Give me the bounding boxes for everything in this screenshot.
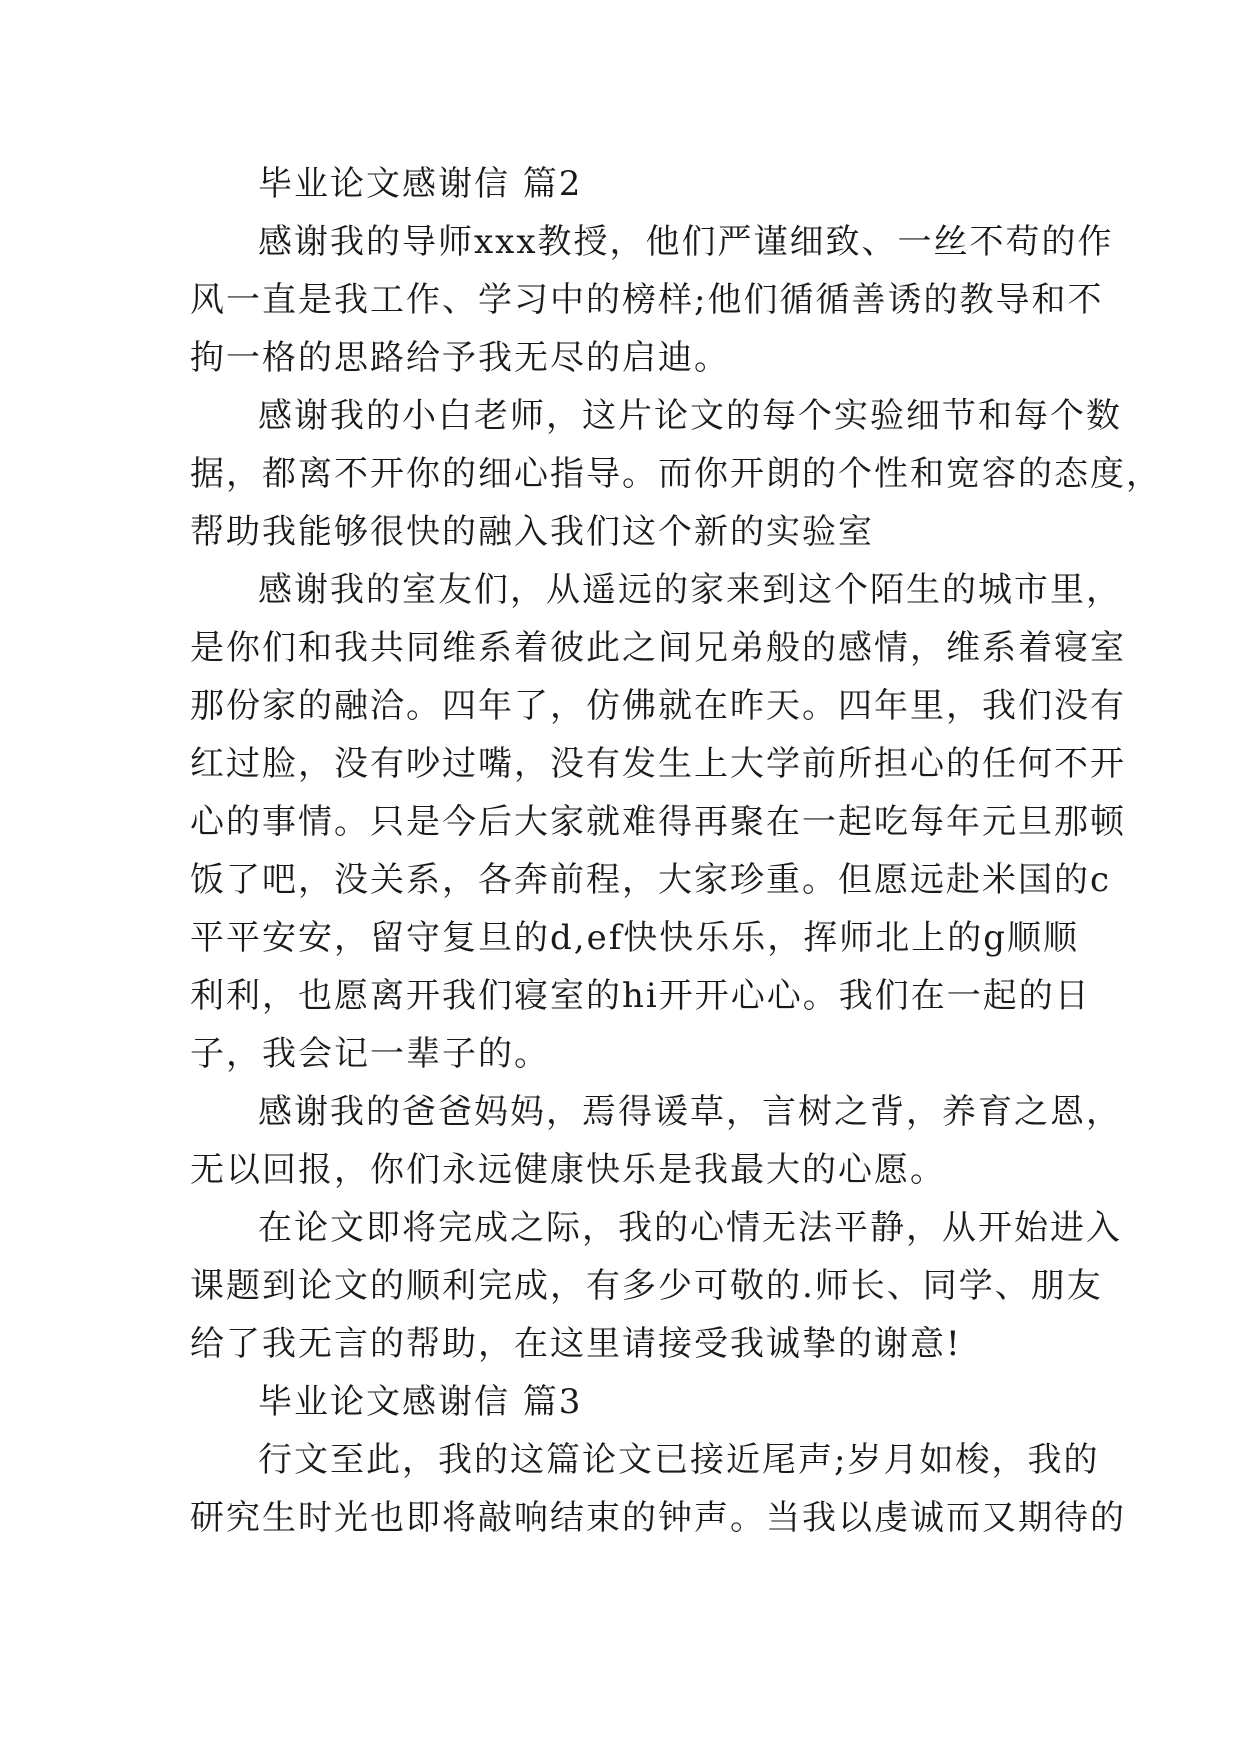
document-page: [190, 155, 1162, 1547]
paragraph-line: 心的事情。只是今后大家就难得再聚在一起吃每年元旦那顿: [190, 802, 1126, 842]
paragraph-line: 是你们和我共同维系着彼此之间兄弟般的感情，维系着寝室: [190, 628, 1126, 668]
paragraph-line: 据，都离不开你的细心指导。而你开朗的个性和宽容的态度，: [190, 454, 1162, 494]
paragraph-line: 感谢我的室友们，从遥远的家来到这个陌生的城市里，: [258, 570, 1122, 610]
paragraph-line: 子，我会记一辈子的。: [190, 1034, 550, 1074]
paragraph-line: 给了我无言的帮助，在这里请接受我诚挚的谢意!: [190, 1324, 962, 1364]
paragraph-line: 帮助我能够很快的融入我们这个新的实验室: [190, 512, 874, 552]
paragraph-line: 课题到论文的顺利完成，有多少可敬的.师长、同学、朋友: [190, 1266, 1103, 1306]
paragraph-line: 利利，也愿离开我们寝室的hi开开心心。我们在一起的日: [190, 976, 1091, 1016]
paragraph-line: 感谢我的导师xxx教授，他们严谨细致、一丝不苟的作: [258, 222, 1114, 262]
paragraph-line: 红过脸，没有吵过嘴，没有发生上大学前所担心的任何不开: [190, 744, 1126, 784]
section-heading: 毕业论文感谢信 篇2: [258, 164, 583, 204]
paragraph-line: 研究生时光也即将敲响结束的钟声。当我以虔诚而又期待的: [190, 1498, 1126, 1538]
paragraph-line: 行文至此，我的这篇论文已接近尾声;岁月如梭，我的: [258, 1440, 1100, 1480]
paragraph-line: 在论文即将完成之际，我的心情无法平静，从开始进入: [258, 1208, 1122, 1248]
paragraph-line: 风一直是我工作、学习中的榜样;他们循循善诱的教导和不: [190, 280, 1104, 320]
paragraph-line: 饭了吧，没关系，各奔前程，大家珍重。但愿远赴米国的c: [190, 860, 1112, 900]
paragraph-line: 感谢我的爸爸妈妈，焉得谖草，言树之背，养育之恩，: [258, 1092, 1122, 1132]
paragraph-line: 无以回报，你们永远健康快乐是我最大的心愿。: [190, 1150, 946, 1190]
paragraph-line: 平平安安，留守复旦的d,ef快快乐乐，挥师北上的g顺顺: [190, 918, 1080, 958]
section-heading: 毕业论文感谢信 篇3: [258, 1382, 583, 1422]
paragraph-line: 拘一格的思路给予我无尽的启迪。: [190, 338, 730, 378]
paragraph-line: 感谢我的小白老师，这片论文的每个实验细节和每个数: [258, 396, 1122, 436]
paragraph-line: 那份家的融洽。四年了，仿佛就在昨天。四年里，我们没有: [190, 686, 1126, 726]
